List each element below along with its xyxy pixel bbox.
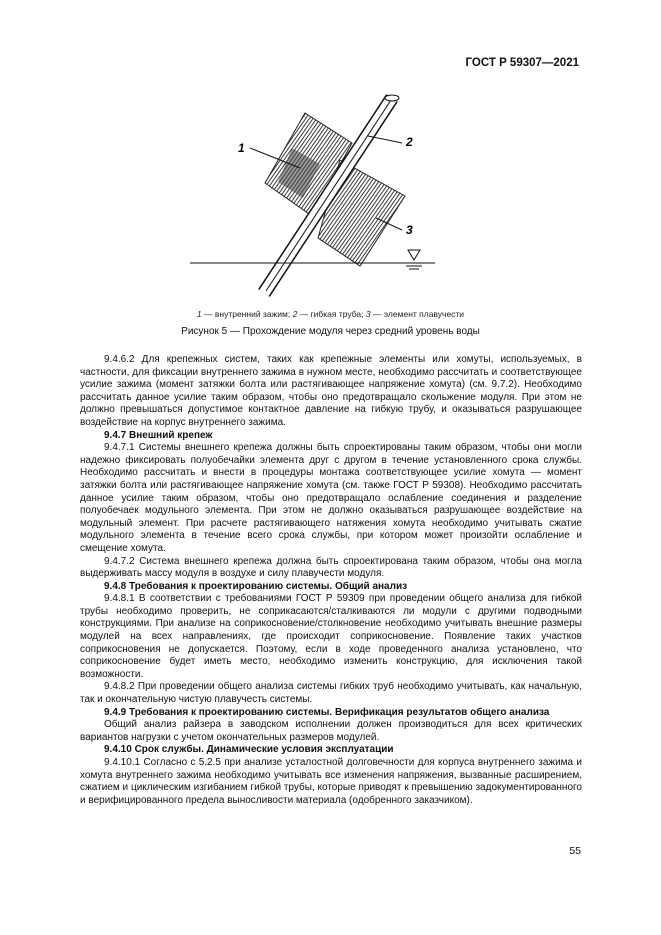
figure-caption: Рисунок 5 — Прохождение модуля через средний уровень воды — [181, 326, 480, 337]
figure-module-passing-water-level — [180, 88, 440, 303]
callout-3: 3 — [406, 223, 413, 237]
pipe-end-top — [385, 95, 399, 101]
section-heading: 9.4.7 Внешний крепеж — [104, 429, 213, 441]
body-text — [80, 354, 582, 807]
document-id: ГОСТ Р 59307—2021 — [465, 57, 579, 69]
paragraph: 9.4.8.2 При проведении общего анализа системы гибких труб необходимо учитывать, как начальную, так и окончательную чистую плавучесть системы. — [80, 681, 582, 706]
paragraph: Общий анализ райзера в заводском исполнении должен производиться для всех критических вариантов нагрузки с учетом окончательных размеров модулей. — [80, 719, 582, 743]
paragraph: 9.4.6.2 Для крепежных систем, таких как крепежные элементы или хомуты, используемых, в частности, для фиксации внутреннего зажима в нужном месте, необходимо рассчитать и соответствующее усилие зажима (момент затяжки болта или растягивающее напряжение хомута) (см. 9.7.2). Необходимо рассчитать данное усилие таким образом, чтобы оно предотвращало скольжение модуля. При этом не должно превышаться допустимое контактное давление на гибкую трубу, и оказываться разрушающее воздействие на корпус внутреннего зажима. — [80, 354, 582, 428]
paragraph: 9.4.8.1 В соответствии с требованиями ГОСТ Р 59309 при проведении общего анализа для гибкой трубы необходимо проверить, не соприкасаются/сталкиваются ли модули с другими подводными конструкциями. При анализе на соприкосновение/столкновение необходимо учитывать внешние размеры модулей на всех направлениях, где происходит соприкосновение. Появление таких участков соприкосновения не допускается. Поэтому, если в ходе проведенного анализа установлено, что соприкосновение будет иметь место, необходимо изменить конструкцию, для исключения такой возможности. — [80, 593, 582, 680]
module-diagram — [180, 88, 440, 303]
paragraph: 9.4.7.1 Системы внешнего крепежа должны быть спроектированы таким образом, чтобы они могли надежно фиксировать полуобечайки элемента друг с другом в течение установленного срока службы. Необходимо рассчитать и внести в процедуры монтажа соответствующее усилие хомута — момент затяжки болта или растягивающее напряжение хомута (см. также ГОСТ Р 59308). Необходимо рассчитать данное усилие таким образом, чтобы оно предотвращало ослабление соединения и разделение полуобечаек модульного элемента. При этом не должно оказываться разрушающее воздействие на модульный элемент. При расчете растягивающего натяжения хомута необходимо учитывать сжатие модульного элемента в течение всего срока службы, при котором может произойти ослабление и смещение хомута. — [80, 442, 582, 554]
paragraph: 9.4.7.2 Система внешнего крепежа должна быть спроектирована таким образом, чтобы она могла выдерживать массу модуля в воздухе и силу плавучести модуля. — [80, 555, 582, 580]
water-level-symbol — [408, 250, 420, 260]
page-number: 55 — [569, 845, 581, 857]
section-heading: 9.4.10 Срок службы. Динамические условия эксплуатации — [104, 744, 394, 756]
callout-1: 1 — [238, 141, 245, 155]
figure-legend: 1 — внутренний зажим; 2 — гибкая труба; 3 — элемент плавучести — [196, 309, 465, 319]
paragraph: 9.4.10.1 Согласно с 5.2.5 при анализе усталостной долговечности для корпуса внутреннего зажима и хомута внутреннего зажима необходимо учитывать все изменения напряжения, вызванные расширением, сжатием и циклическим изгибанием гибкой трубы, которые приводят к превышению задокументированного и верифицированного предела выносливости материала (одобренного заказчиком). — [80, 757, 582, 806]
section-heading: 9.4.8 Требования к проектированию системы. Общий анализ — [104, 580, 408, 592]
callout-2: 2 — [406, 135, 413, 149]
section-heading: 9.4.9 Требования к проектированию системы. Верификация результатов общего анализа — [104, 706, 550, 718]
